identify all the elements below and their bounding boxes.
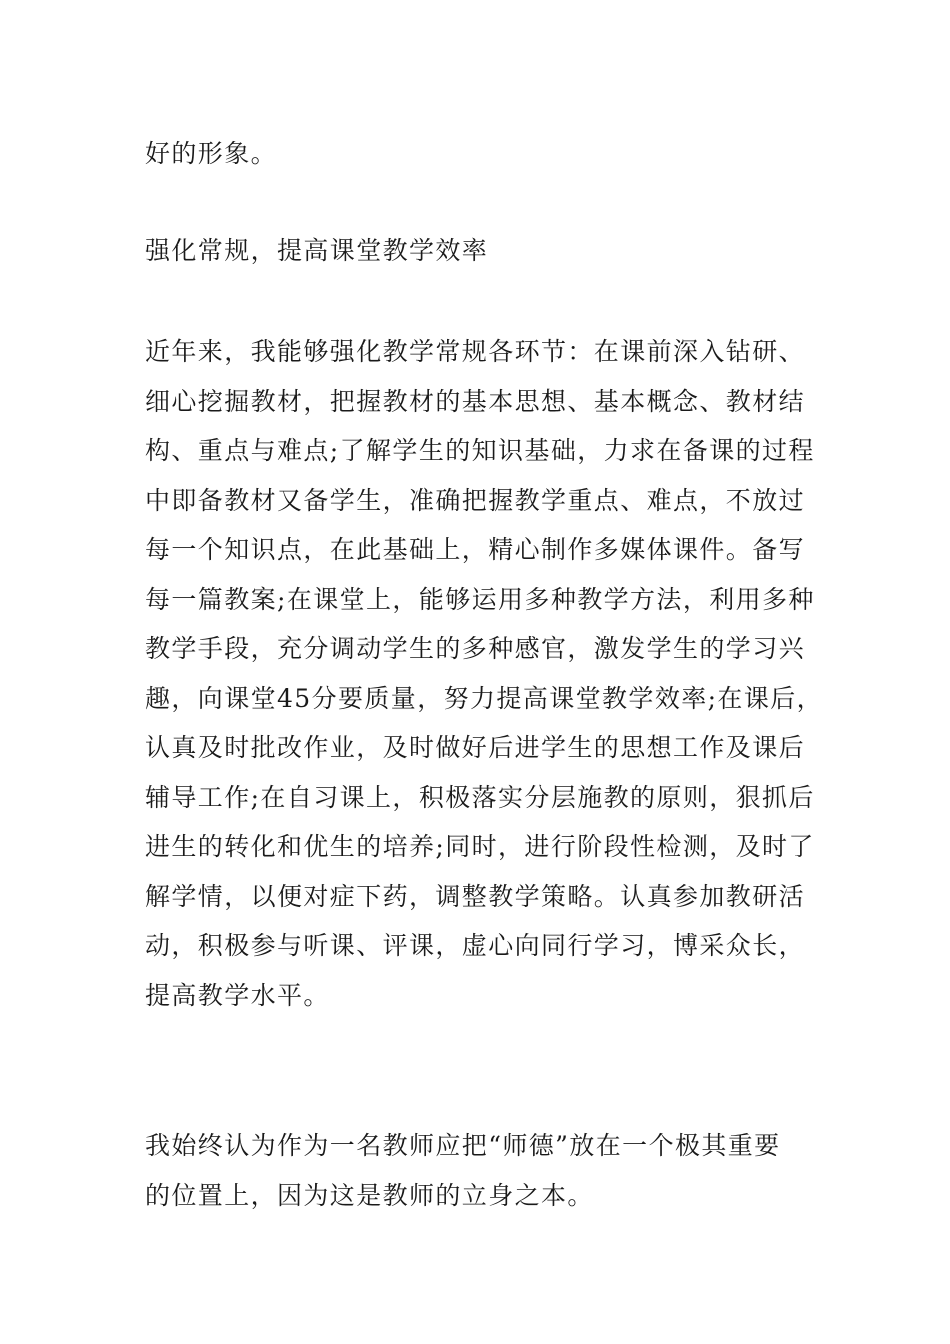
text-line: 进生的转化和优生的培养;同时，进行阶段性检测，及时了 xyxy=(145,832,815,861)
text-line: 每一个知识点，在此基础上，精心制作多媒体课件。备写 xyxy=(145,535,806,564)
section-heading xyxy=(145,226,810,276)
heading-text: 强化常规，提高课堂教学效率 xyxy=(145,236,489,265)
text-line: 每一篇教案;在课堂上，能够运用多种教学方法，利用多种 xyxy=(145,584,815,614)
text-line: 趣，向课堂45分要质量，努力提高课堂教学效率;在课后， xyxy=(145,683,824,713)
paragraph-closing-fragment xyxy=(145,129,810,179)
text-line: 解学情，以便对症下药，调整教学策略。认真参加教研活 xyxy=(145,881,806,911)
paragraph-teaching-routine xyxy=(145,327,824,1020)
text-line: 提高教学水平。 xyxy=(145,980,330,1010)
text-line: 的位置上，因为这是教师的立身之本。 xyxy=(145,1180,594,1210)
text-line: 我始终认为作为一名教师应把“师德”放在一个极其重要 xyxy=(145,1131,781,1160)
text-line: 动，积极参与听课、评课，虚心向同行学习，博采众长， xyxy=(145,931,806,960)
paragraph-teacher-ethics xyxy=(145,1121,810,1220)
text-line: 认真及时批改作业，及时做好后进学生的思想工作及课后 xyxy=(145,733,806,762)
text-line: 细心挖掘教材，把握教材的基本思想、基本概念、教材结 xyxy=(145,386,806,416)
text-line: 教学手段，充分调动学生的多种感官，激发学生的学习兴 xyxy=(145,634,806,663)
text-line: 辅导工作;在自习课上，积极落实分层施教的原则，狠抓后 xyxy=(145,782,815,812)
text-line: 好的形象。 xyxy=(145,139,278,168)
text-line: 中即备教材又备学生，准确把握教学重点、难点，不放过 xyxy=(145,485,806,515)
text-line: 构、重点与难点;了解学生的知识基础，力求在备课的过程 xyxy=(145,436,815,465)
text-line: 近年来，我能够强化教学常规各环节：在课前深入钻研、 xyxy=(145,337,806,366)
